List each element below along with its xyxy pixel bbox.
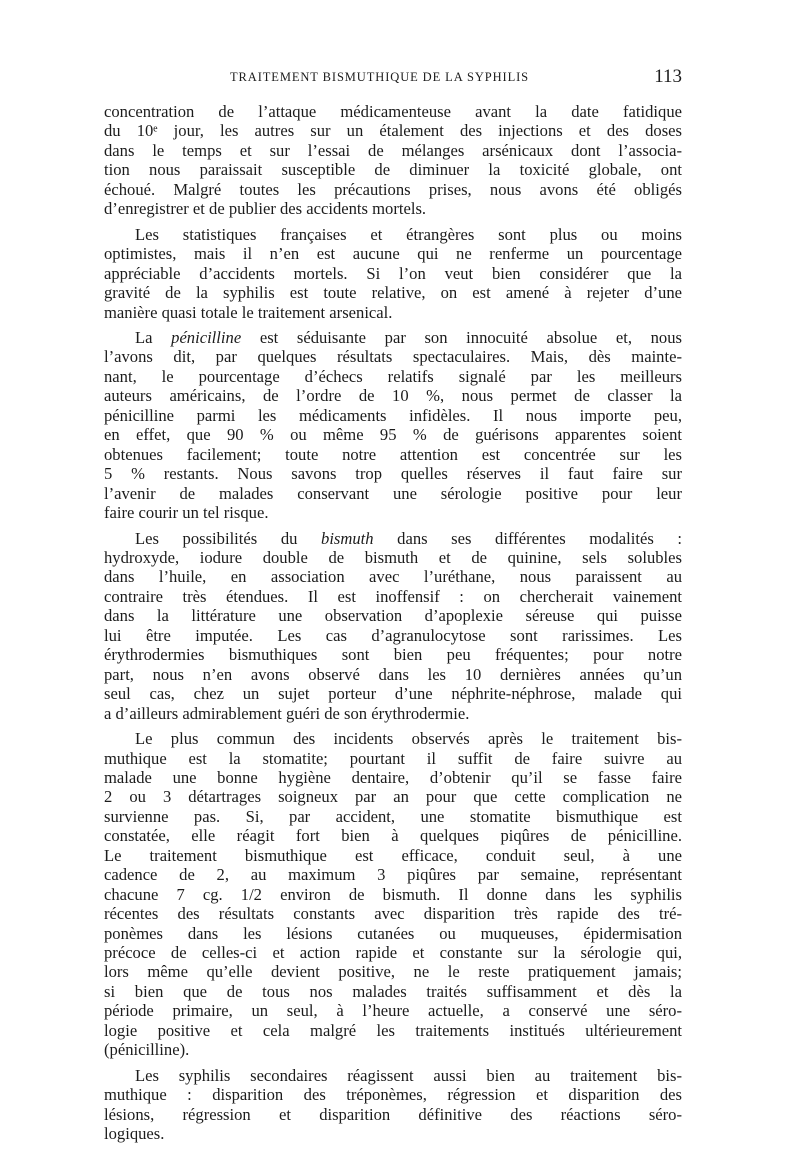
text-line: logie positive et cela malgré les traitements institués ultérieurement — [104, 1020, 682, 1040]
text-line: survienne pas. Si, par accident, une stomatite bismuthique est — [104, 806, 682, 826]
text-line: muthique : disparition des tréponèmes, régression et disparition des — [104, 1085, 682, 1105]
text-line: chacune 7 cg. 1/2 environ de bismuth. Il donne dans les syphilis — [104, 884, 682, 904]
emphasis-penicilline: pénicilline — [171, 327, 242, 347]
body-text — [104, 102, 682, 1150]
text-run: La — [135, 327, 172, 347]
text-line: échoué. Malgré toutes les précautions prises, nous avons été obligés — [104, 179, 682, 199]
text-line: tion nous paraissait susceptible de diminuer la toxicité globale, ont — [104, 160, 682, 180]
text-line: seul cas, chez un sujet porteur d’une néphrite-néphrose, malade qui — [104, 684, 682, 704]
text-line: en effet, que 90 % ou même 95 % de guérisons apparentes soient — [104, 425, 682, 445]
text-line: appréciable d’accidents mortels. Si l’on veut bien considérer que la — [104, 263, 682, 283]
text-line: obtenues facilement; toute notre attention est concentrée sur les — [104, 444, 682, 464]
text-line: a d’ailleurs admirablement guéri de son érythrodermie. — [104, 703, 470, 723]
text-line: érythrodermies bismuthiques sont bien peu fréquentes; pour notre — [104, 645, 682, 665]
text-line — [104, 328, 682, 347]
text-line: nant, le pourcentage d’échecs relatifs signalé par les meilleurs — [104, 366, 682, 386]
running-title: TRAITEMENT BISMUTHIQUE DE LA SYPHILIS — [230, 70, 530, 84]
text-line: (pénicilline). — [104, 1040, 190, 1060]
paragraph-bismuth — [104, 529, 682, 724]
text-line: hydroxyde, iodure double de bismuth et de quinine, sels solubles — [104, 547, 682, 567]
text-line: logiques. — [104, 1124, 165, 1144]
text-line: l’avenir de malades conservant une sérologie positive pour leur — [104, 483, 682, 503]
text-line: l’avons dit, par quelques résultats spectaculaires. Mais, dès mainte- — [104, 347, 682, 367]
paragraph-arsenic-failures — [104, 102, 682, 219]
text-line: concentration de l’attaque médicamenteuse avant la date fatidique — [104, 102, 682, 121]
text-line: faire courir un tel risque. — [104, 503, 269, 523]
text-line: constatée, elle réagit fort bien à quelques piqûres de pénicilline. — [104, 826, 682, 846]
text-line: dans la littérature une observation d’apoplexie séreuse qui puisse — [104, 606, 682, 626]
text-line: auteurs américains, de l’ordre de 10 %, nous permet de classer la — [104, 386, 682, 406]
text-line: manière quasi totale le traitement arsenical. — [104, 302, 393, 322]
paragraph-secondary-syphilis — [104, 1066, 682, 1144]
text-line: 5 % restants. Nous savons trop quelles réserves il faut faire sur — [104, 464, 682, 484]
emphasis-bismuth: bismuth — [321, 528, 374, 548]
text-line: cadence de 2, au maximum 3 piqûres par semaine, représentant — [104, 865, 682, 885]
text-line: lui être imputée. Les cas d’agranulocytose sont rarissimes. Les — [104, 625, 682, 645]
paragraph-statistics — [104, 225, 682, 322]
text-line: malade une bonne hygiène dentaire, d’obtenir qu’il se fasse faire — [104, 767, 682, 787]
text-line: gravité de la syphilis est toute relative, on est amené à rejeter d’une — [104, 283, 682, 303]
text-run: dans ses différentes modalités : — [373, 528, 682, 548]
text-line: lors même qu’elle devient positive, ne le reste pratiquement jamais; — [104, 962, 682, 982]
text-line: muthique est la stomatite; pourtant il suffit de faire suivre au — [104, 748, 682, 768]
text-line: optimistes, mais il n’en est aucune qui ne renferme un pourcentage — [104, 244, 682, 264]
text-line: lésions, régression et disparition définitive des réactions séro- — [104, 1104, 682, 1124]
text-line: Le plus commun des incidents observés après le traitement bis- — [135, 729, 682, 749]
text-line: ponèmes dans les lésions cutanées ou muqueuses, épidermisation — [104, 923, 682, 943]
text-line: précoce de celles-ci et action rapide et constante sur la sérologie qui, — [104, 943, 682, 963]
text-line: contraire très étendues. Il est inoffensif : on chercherait vainement — [104, 586, 682, 606]
text-line: période primaire, un seul, à l’heure actuelle, a conservé une séro- — [104, 1001, 682, 1021]
text-line — [104, 529, 682, 548]
text-line: du 10ᵉ jour, les autres sur un étalement des injections et des doses — [104, 121, 682, 141]
text-line: 2 ou 3 détartrages soigneux par an pour que cette complication ne — [104, 787, 682, 807]
page-header — [104, 66, 682, 92]
text-run: est séduisante par son innocuité absolue et, nous — [241, 327, 682, 347]
text-run: Les possibilités du — [135, 528, 322, 548]
text-line: récentes des résultats constants avec disparition très rapide des tré- — [104, 904, 682, 924]
text-line: Le traitement bismuthique est efficace, conduit seul, à une — [104, 845, 682, 865]
text-line: pénicilline parmi les médicaments infidèles. Il nous importe peu, — [104, 405, 682, 425]
paragraph-stomatitis — [104, 729, 682, 1060]
text-line: Les syphilis secondaires réagissent aussi bien au traitement bis- — [135, 1065, 682, 1085]
text-line: si bien que de tous nos malades traités suffisamment et dès la — [104, 981, 682, 1001]
text-line: Les statistiques françaises et étrangères sont plus ou moins — [135, 224, 682, 244]
text-line: part, nous n’en avons observé dans les 10 dernières années qu’un — [104, 664, 682, 684]
text-line: d’enregistrer et de publier des accidents mortels. — [104, 199, 427, 219]
text-line: dans le temps et sur l’essai de mélanges arsénicaux dont l’associa- — [104, 140, 682, 160]
text-line: dans l’huile, en association avec l’uréthane, nous paraissent au — [104, 567, 682, 587]
paragraph-penicillin — [104, 328, 682, 523]
page-number: 113 — [654, 66, 682, 87]
